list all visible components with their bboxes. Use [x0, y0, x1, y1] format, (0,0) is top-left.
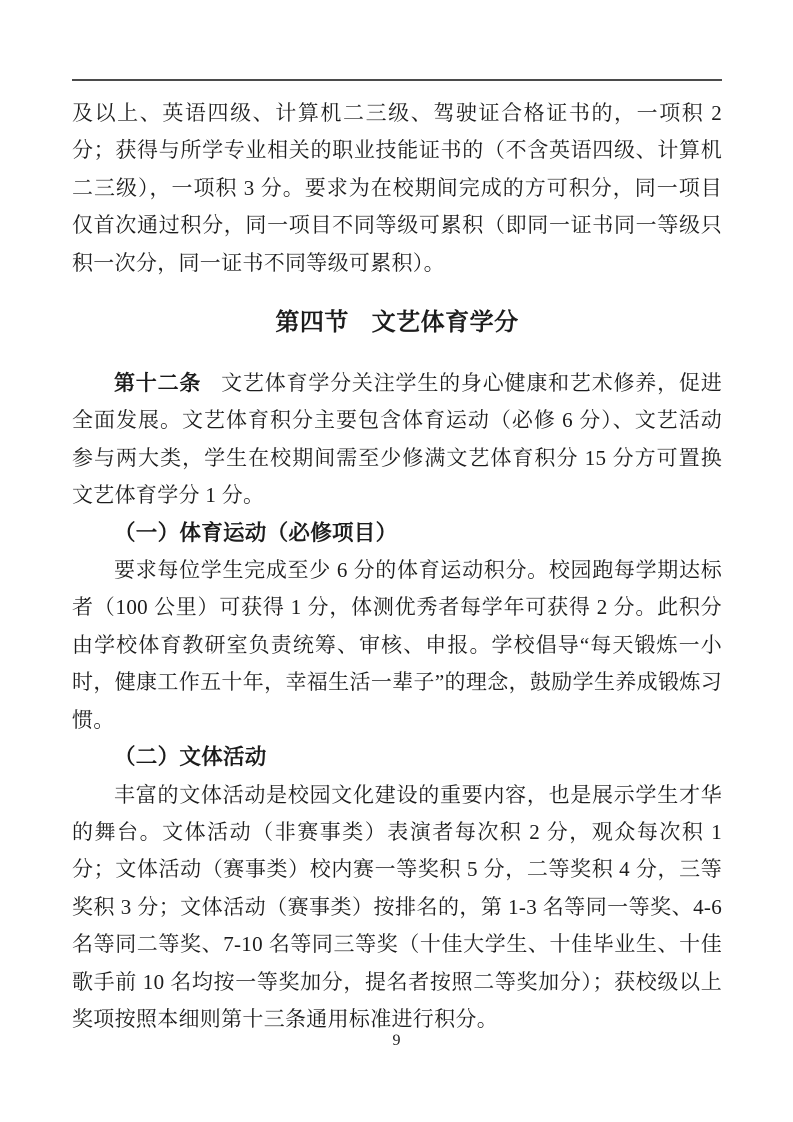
- article-12-paragraph: [72, 365, 722, 515]
- sports-subsection-heading: （一）体育运动（必修项目）: [114, 520, 398, 545]
- article-12-text: 文艺体育学分关注学生的身心健康和艺术修养，促进全面发展。文艺体育积分主要包含体育运动（必修 6 分）、文艺活动参与两大类，学生在校期间需至少修满文艺体育积分 15 分方可置换文艺体育学分 1 分。: [72, 371, 722, 508]
- page-content: [72, 95, 722, 1038]
- header-rule: [72, 79, 722, 81]
- page-number: 9: [392, 1032, 401, 1049]
- section-heading-title: 文艺体育学分: [371, 309, 519, 337]
- culture-subsection-heading: （二）文体活动: [114, 745, 267, 770]
- certificates-continued-paragraph: 及以上、英语四级、计算机二三级、驾驶证合格证书的，一项积 2 分；获得与所学专业相关的职业技能证书的（不含英语四级、计算机二三级），一项积 3 分。要求为在校期间完成的方可积分，同一项目仅首次通过积分，同一项目不同等级可累积（即同一证书同一等级只积一次分，同一证书不同等级可累积）。: [72, 101, 722, 275]
- section-heading: [72, 302, 722, 344]
- section-heading-number: 第四节: [275, 309, 349, 337]
- article-12-label: 第十二条: [114, 371, 202, 396]
- culture-paragraph: 丰富的文体活动是校园文化建设的重要内容，也是展示学生才华的舞台。文体活动（非赛事类）表演者每次积 2 分，观众每次积 1 分；文体活动（赛事类）校内赛一等奖积 5 分，二等奖积 4 分，三等奖积 3 分；文体活动（赛事类）按排名的，第 1-3 名等同一等奖、4-6 名等同二等奖、7-10 名等同三等奖（十佳大学生、十佳毕业生、十佳歌手前 10 名均按一等奖加分，提名者按照二等奖加分）；获校级以上奖项按照本细则第十三条通用标准进行积分。: [72, 782, 722, 1031]
- sports-paragraph: 要求每位学生完成至少 6 分的体育运动积分。校园跑每学期达标者（100 公里）可获得 1 分，体测优秀者每学年可获得 2 分。此积分由学校体育教研室负责统筹、审核、申报。学校倡导“每天锻炼一小时，健康工作五十年，幸福生活一辈子”的理念，鼓励学生养成锻炼习惯。: [72, 558, 722, 732]
